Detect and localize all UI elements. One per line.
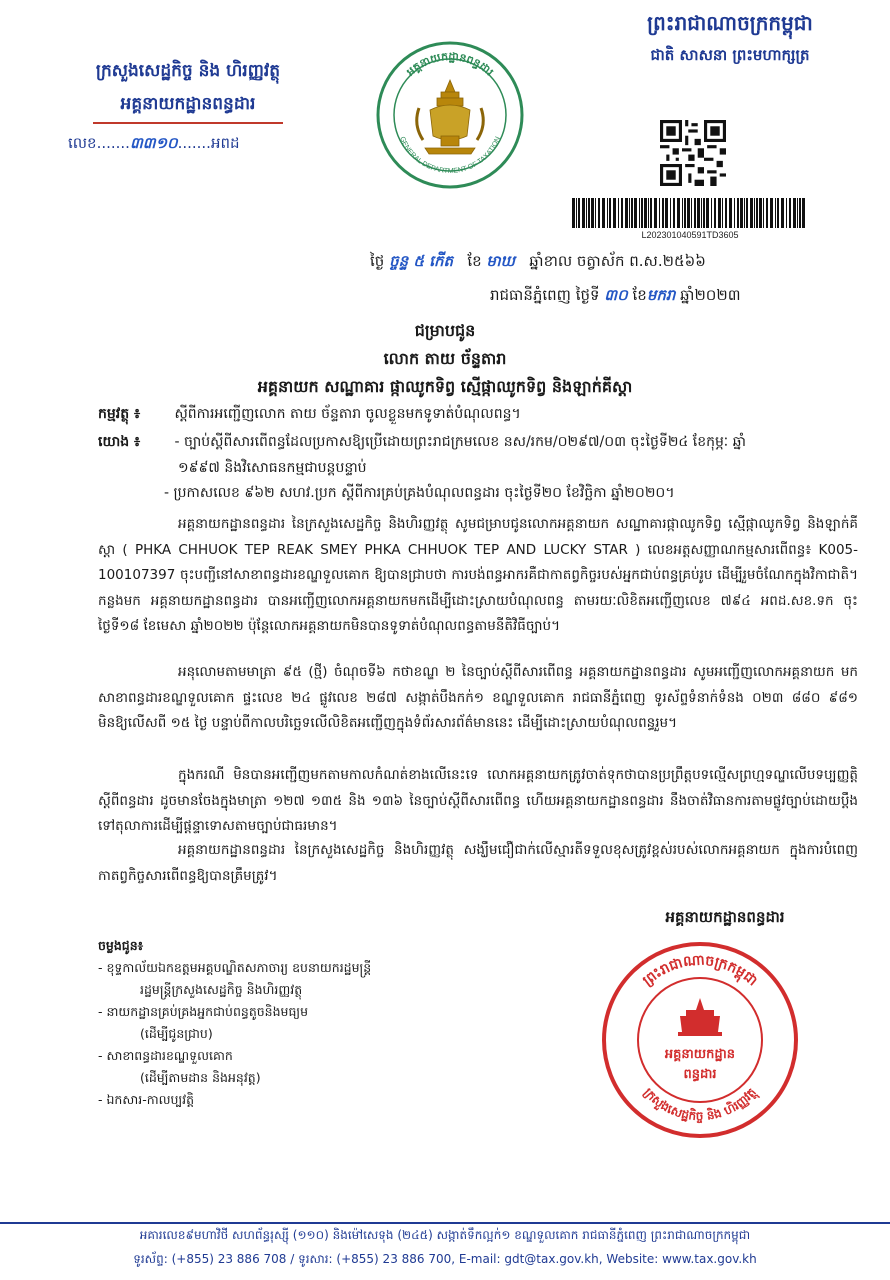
barcode-bar: [621, 198, 623, 228]
gdt-logo-seal: [375, 40, 525, 190]
barcode-bar: [673, 198, 675, 228]
month-label: ខែ: [467, 252, 482, 270]
salutation: ជម្រាបជូន: [414, 321, 476, 340]
reference-label: យោង ៖: [98, 434, 141, 450]
barcode-bar: [691, 198, 692, 228]
barcode-bar: [737, 198, 739, 228]
ref-number: ៣៣១០: [129, 134, 178, 152]
ref-suffix: អពដ: [210, 134, 240, 152]
barcode-bar: [625, 198, 628, 228]
official-red-seal: [600, 940, 800, 1140]
barcode-bar: [706, 198, 709, 228]
body-paragraph-2: អនុលោមតាមមាត្រា ៩៥ (ថ្មី) ចំណុចទី៦ កថាខណ្ឌ ២ នៃច្បាប់ស្តីពីសារពើពន្ធ អគ្គនាយកដ្ឋានពន្ធដារ សូមអញ្ជើញលោកអគ្គនាយក មកសាខាពន្ធដារខណ្ឌទួលគោក ផ្ទះលេខ ២៤ ផ្លូវលេខ ២៨៧ សង្កាត់បឹងកក់១ ខណ្ឌទួលគោក រាជធានីភ្នំពេញ ទូរស័ព្ទទំនាក់ទំនង ០២៣ ៨៨០ ៩៨១ មិនឱ្យលើសពី ១៥ ថ្ងៃ បន្ទាប់ពីកាលបរិច្ឆេទលើលិខិតអញ្ជើញក្នុងទំព័រសារព័ត៌មាននេះ ដើម្បីដោះស្រាយបំណុលពន្ធរួម។: [98, 664, 858, 731]
body-paragraph-3: ក្នុងករណី មិនបានអញ្ជើញមកតាមកាលកំណត់ខាងលើនេះទេ លោកអគ្គនាយកត្រូវចាត់ទុកថាបានប្រព្រឹត្តបទល្មើសព្រហ្មទណ្ឌលើបទប្បញ្ញត្តិស្តីពីពន្ធដារ ដូចមានចែងក្នុងមាត្រា ១២៧ ១៣៥ និង ១៣៦ នៃច្បាប់ស្តីពីសារពើពន្ធ ហើយអគ្គនាយកដ្ឋានពន្ធដារ នឹងចាត់វិធានការតាមផ្លូវច្បាប់ដោយប្តឹងទៅតុលាការដើម្បីផ្តន្ទាទោសតាមច្បាប់ជាធរមាន។: [98, 767, 858, 834]
barcode-bar: [586, 198, 587, 228]
barcode-number: L202301040591TD3605: [641, 230, 739, 240]
barcode-bar: [654, 198, 657, 228]
subject-label: កម្មវត្ថុ ៖: [98, 406, 141, 422]
barcode-icon: [570, 198, 810, 228]
subject-text: ស្តីពីការអញ្ជើញលោក តាយ ច័ន្ទតារា ចូលខ្លួនមកទូទាត់បំណុលពន្ធ។: [174, 406, 521, 422]
barcode-bar: [802, 198, 805, 228]
barcode-bar: [775, 198, 776, 228]
cc-item-3-cont: (ដើម្បីតាមដាន និងអនុវត្ត): [140, 1070, 261, 1085]
barcode-bar: [789, 198, 791, 228]
barcode-bar: [781, 198, 784, 228]
gregorian-year: ឆ្នាំ២០២៣: [680, 286, 741, 304]
header-divider: [93, 122, 283, 124]
barcode-bar: [711, 198, 712, 228]
lunar-month: មាឃ: [486, 252, 515, 270]
barcode-bar: [714, 198, 716, 228]
signature-title: អគ្គនាយកដ្ឋានពន្ធដារ: [665, 908, 785, 926]
kingdom-name: ព្រះរាជាណាចក្រកម្ពុជា: [647, 11, 813, 35]
cc-title: ចម្លងជូន៖: [98, 938, 144, 953]
cc-item-1-cont: រដ្ឋមន្ត្រីក្រសួងសេដ្ឋកិច្ច និងហិរញ្ញវត្ថុ: [140, 982, 303, 997]
lunar-date-line: [370, 252, 860, 274]
barcode-bar: [703, 198, 705, 228]
cc-item-2-cont: (ដើម្បីជូនជ្រាប): [140, 1026, 213, 1041]
barcode-bar: [662, 198, 664, 228]
barcode-bar: [766, 198, 768, 228]
reference-item-1: - ច្បាប់ស្តីពីសារពើពន្ធដែលប្រកាសឱ្យប្រើដោយព្រះរាជក្រមលេខ នស/រកម/០២៩៧/០៣ ចុះថ្ងៃទី២៤ ខែកុម្ភៈ ឆ្នាំ: [174, 434, 746, 450]
barcode-bar: [613, 198, 616, 228]
seal-center-text-2: ពន្ធដារ: [683, 1067, 717, 1082]
qr-code-icon: [660, 120, 726, 186]
lunar-day: ច្ចន្ទ ៥ កើត: [389, 252, 453, 270]
barcode-bar: [598, 198, 600, 228]
barcode-bar: [701, 198, 702, 228]
svg-text:ក្រសួងសេដ្ឋកិច្ច និង ហិរញ្ញវត្: [640, 1085, 761, 1124]
cc-item-1: - ខុទ្ទកាល័យឯកឧត្តមអគ្គបណ្ឌិតសភាចារ្យ ឧបនាយករដ្ឋមន្ត្រី: [98, 960, 372, 975]
footer-divider: [0, 1222, 890, 1224]
gregorian-day: ៣០: [604, 286, 628, 304]
month-label-2: ខែ: [632, 286, 647, 304]
svg-text:ព្រះរាជាណាចក្រកម្ពុជា: [640, 952, 760, 989]
barcode-bar: [754, 198, 755, 228]
department-name: អគ្គនាយកដ្ឋានពន្ធដារ: [120, 94, 256, 114]
footer-contact: ទូរស័ព្ទ: (+855) 23 886 708 / ទូរសារ: (+855) 23 886 700, E-mail: gdt@tax.gov.kh, Website: www.tax.gov.kh: [133, 1252, 757, 1266]
gregorian-month: មករា: [646, 286, 676, 304]
barcode-bar: [602, 198, 605, 228]
reference-item-1-cont: ១៩៩៧ និងវិសោធនកម្មជាបន្តបន្ទាប់: [178, 460, 367, 476]
barcode-bar: [618, 198, 619, 228]
reference-number: លេខ.......៣៣១០.......អពដ: [68, 134, 240, 152]
barcode-bar: [718, 198, 721, 228]
barcode-bar: [756, 198, 758, 228]
barcode-bar: [639, 198, 640, 228]
national-motto: ជាតិ សាសនា ព្រះមហាក្សត្រ: [650, 46, 810, 64]
seal-text-kh: អគ្គនាយកដ្ឋានពន្ធដារ: [403, 49, 497, 79]
seal-outer-text-2: ក្រសួងសេដ្ឋកិច្ច និង ហិរញ្ញវត្ថុ: [640, 1085, 759, 1124]
barcode-bar: [697, 198, 700, 228]
barcode-bar: [763, 198, 764, 228]
barcode-bar: [729, 198, 732, 228]
barcode-bar: [722, 198, 723, 228]
barcode-bar: [572, 198, 575, 228]
barcode-bar: [797, 198, 798, 228]
footer-address: អគារលេខ៩មហាវិថី សហព័ន្ធរុស្ស៊ី (១១០) និងម៉ៅសេទុង (២៤៥) សង្កាត់ទឹកល្អក់១ ខណ្ឌទួលគោក រាជធានីភ្នំពេញ ព្រះរាជាណាចក្រកម្ពុជា: [139, 1228, 751, 1242]
seal-outer-text: ព្រះរាជាណាចក្រកម្ពុជា: [639, 952, 761, 990]
barcode-bar: [648, 198, 649, 228]
barcode-bar: [607, 198, 608, 228]
day-label: ថ្ងៃ: [370, 252, 385, 270]
barcode-bar: [777, 198, 779, 228]
barcode-bar: [740, 198, 743, 228]
barcode-bar: [595, 198, 596, 228]
barcode-bar: [576, 198, 577, 228]
barcode-bar: [694, 198, 696, 228]
cc-item-4: - ឯកសារ-កាលប្បវត្តិ: [98, 1092, 195, 1107]
barcode-bar: [659, 198, 660, 228]
cc-list: [98, 935, 458, 1111]
barcode-bar: [759, 198, 762, 228]
body-paragraph-4: អគ្គនាយកដ្ឋានពន្ធដារ នៃក្រសួងសេដ្ឋកិច្ច និងហិរញ្ញវត្ថុ សង្ឃឹមជឿជាក់លើស្មារតីទទួលខុសត្រូវខ្ពស់របស់លោកអគ្គនាយក ក្នុងការបំពេញកាតព្វកិច្ចសារពើពន្ធឱ្យបានត្រឹមត្រូវ។: [98, 842, 858, 884]
barcode-bar: [793, 198, 796, 228]
ministry-name: ក្រសួងសេដ្ឋកិច្ច និង ហិរញ្ញវត្ថុ: [95, 61, 281, 81]
barcode-bar: [609, 198, 611, 228]
lunar-year: ឆ្នាំខាល ចត្វាស័ក ព.ស.២៥៦៦: [529, 252, 706, 270]
reference-line-1: [98, 432, 858, 453]
recipient-title: អគ្គនាយក សណ្ឋាគារ ផ្កាឈូកទិព្វ ស្មើផ្កាឈូកទិព្វ និងឡាក់គីស្តា: [257, 377, 633, 396]
barcode-bar: [582, 198, 585, 228]
barcode-bar: [665, 198, 668, 228]
barcode-bar: [650, 198, 652, 228]
barcode-bar: [677, 198, 680, 228]
cc-item-2: - នាយកដ្ឋានគ្រប់គ្រងអ្នកជាប់ពន្ធតូចនិងមធ្យម: [98, 1004, 309, 1019]
barcode-bar: [684, 198, 686, 228]
subject-line: [98, 404, 858, 425]
barcode-bar: [750, 198, 753, 228]
ministry-header: [38, 60, 338, 156]
barcode-bar: [682, 198, 683, 228]
barcode-bar: [746, 198, 748, 228]
barcode-bar: [588, 198, 590, 228]
barcode-bar: [799, 198, 801, 228]
place-date: រាជធានីភ្នំពេញ ថ្ងៃទី: [490, 286, 600, 304]
barcode-bar: [629, 198, 630, 228]
barcode-bar: [744, 198, 745, 228]
barcode-bar: [631, 198, 633, 228]
barcode-bar: [644, 198, 647, 228]
barcode-bar: [634, 198, 637, 228]
barcode-bar: [687, 198, 690, 228]
seal-center-text: អគ្គនាយកដ្ឋាន: [664, 1047, 736, 1062]
place-date-line: [490, 286, 860, 308]
barcode-bar: [670, 198, 671, 228]
barcode-bar: [725, 198, 727, 228]
recipient-block: [160, 316, 730, 400]
barcode-bar: [641, 198, 643, 228]
barcode-bar: [591, 198, 594, 228]
kingdom-header: [600, 10, 860, 68]
body-paragraph-1: អគ្គនាយកដ្ឋានពន្ធដារ នៃក្រសួងសេដ្ឋកិច្ច និងហិរញ្ញវត្ថុ សូមជម្រាបជូនលោកអគ្គនាយក សណ្ឋាគារផ្កាឈូកទិព្វ ស្មើផ្កាឈូកទិព្វ និងឡាក់គីស្តា ( PHKA CHHUOK TEP REAK SMEY PHKA CHHUOK TEP AND LUCKY STAR ) លេខអត្តសញ្ញាណកម្មសារពើពន្ធ៖ K005-100107397 ចុះបញ្ជីនៅសាខាពន្ធដារខណ្ឌទួលគោក ឱ្យបានជ្រាបថា ការបង់ពន្ធអាករគឺជាកាតព្វកិច្ចរបស់អ្នកជាប់ពន្ធគ្រប់រូប ដើម្បីរួមចំណែកក្នុងវិកាជាតិ។ កន្លងមក អគ្គនាយកដ្ឋានពន្ធដារ បានអញ្ជើញលោកអគ្គនាយកមកដើម្បីដោះស្រាយបំណុលពន្ធ តាមរយៈលិខិតអញ្ជើញលេខ ៧៩៤ អពដ.សខ.ទក ចុះថ្ងៃទី១៨ ខែមេសា ឆ្នាំ២០២២ ប៉ុន្តែលោកអគ្គនាយកមិនបានទូទាត់បំណុលពន្ធតាមនីតិវិធីច្បាប់។: [98, 516, 858, 634]
reference-item-2: - ប្រកាសលេខ ៩៦២ សហវ.ប្រក ស្តីពីការគ្រប់គ្រងបំណុលពន្ធដារ ចុះថ្ងៃទី២០ ខែវិច្ឆិកា ឆ្នាំ២០២០។: [164, 485, 675, 501]
cc-item-3: - សាខាពន្ធដារខណ្ឌទួលគោក: [98, 1048, 233, 1063]
barcode-bar: [734, 198, 735, 228]
ref-prefix: លេខ: [68, 134, 97, 152]
seal-text-en: GENERAL DEPARTMENT OF TAXATION: [398, 135, 502, 176]
barcode-bar: [770, 198, 773, 228]
barcode-bar: [786, 198, 787, 228]
recipient-name: លោក តាយ ច័ន្ទតារា: [383, 349, 507, 368]
barcode-bar: [578, 198, 580, 228]
